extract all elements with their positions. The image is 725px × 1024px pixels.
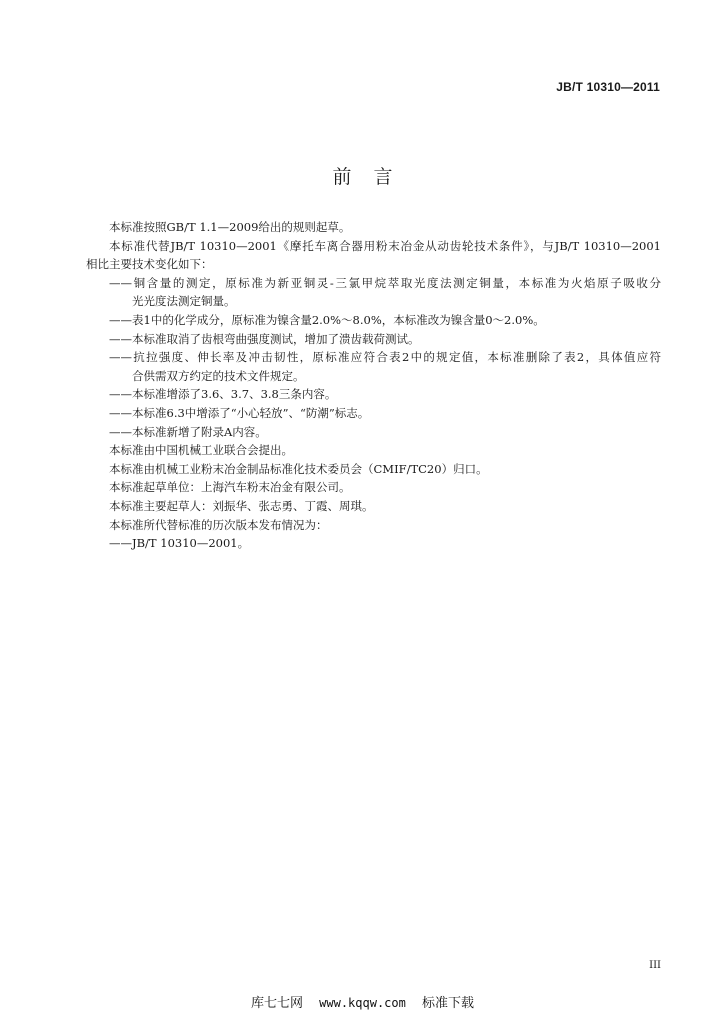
page-number: III xyxy=(649,960,661,971)
paragraph-drafting-rule: 本标准按照GB/T 1.1—2009给出的规则起草。 xyxy=(109,220,351,234)
change-item-annex: ——本标准新增了附录A内容。 xyxy=(109,424,267,439)
standard-number-header: JB/T 10310—2011 xyxy=(556,80,660,94)
paragraph-committee: 本标准由机械工业粉末冶金制品标准化技术委员会（CMIF/TC20）归口。 xyxy=(109,461,488,476)
paragraph-proposer: 本标准由中国机械工业联合会提出。 xyxy=(109,443,293,458)
change-item-bending-test: ——本标准取消了齿根弯曲强度测试，增加了溃齿载荷测试。 xyxy=(109,331,420,346)
foreword-body xyxy=(86,218,661,553)
change-item-copper-line2: 光光度法测定铜量。 xyxy=(132,294,236,309)
footer-url-link[interactable]: www.kqqw.com xyxy=(319,996,406,1010)
footer-site-name: 库七七网 xyxy=(250,996,303,1011)
change-item-clauses: ——本标准增添了3.6、3.7、3.8三条内容。 xyxy=(109,387,337,402)
footer-watermark xyxy=(0,992,725,1011)
footer-slogan: 标准下载 xyxy=(421,996,474,1011)
paragraph-replacement-line1: 本标准代替JB/T 10310—2001《摩托车离合器用粉末冶金从动齿轮技术条件》，与JB/T 10310—2001 xyxy=(109,238,661,253)
paragraph-history: 本标准所代替标准的历次版本发布情况为： xyxy=(109,517,328,532)
change-item-marks: ——本标准6.3中增添了“小心轻放”、“防潮”标志。 xyxy=(109,405,370,420)
history-item: ——JB/T 10310—2001。 xyxy=(109,536,250,551)
change-item-copper-line1: ——铜含量的测定，原标准为新亚铜灵-三氯甲烷萃取光度法测定铜量，本标准为火焰原子吸收分 xyxy=(109,275,661,290)
change-item-tensile-line1: ——抗拉强度、伸长率及冲击韧性，原标准应符合表2中的规定值，本标准删除了表2，具体值应符 xyxy=(109,350,661,365)
change-item-tensile-line2: 合供需双方约定的技术文件规定。 xyxy=(132,368,305,383)
paragraph-replacement-line2: 相比主要技术变化如下： xyxy=(86,257,213,272)
paragraph-drafters: 本标准主要起草人：刘振华、张志勇、丁霞、周琪。 xyxy=(109,498,374,513)
change-item-nickel: ——表1中的化学成分，原标准为镍含量2.0%～8.0%，本标准改为镍含量0～2.0%。 xyxy=(109,312,545,327)
paragraph-drafting-unit: 本标准起草单位：上海汽车粉末冶金有限公司。 xyxy=(109,480,351,495)
page-title: 前言 xyxy=(332,166,415,188)
